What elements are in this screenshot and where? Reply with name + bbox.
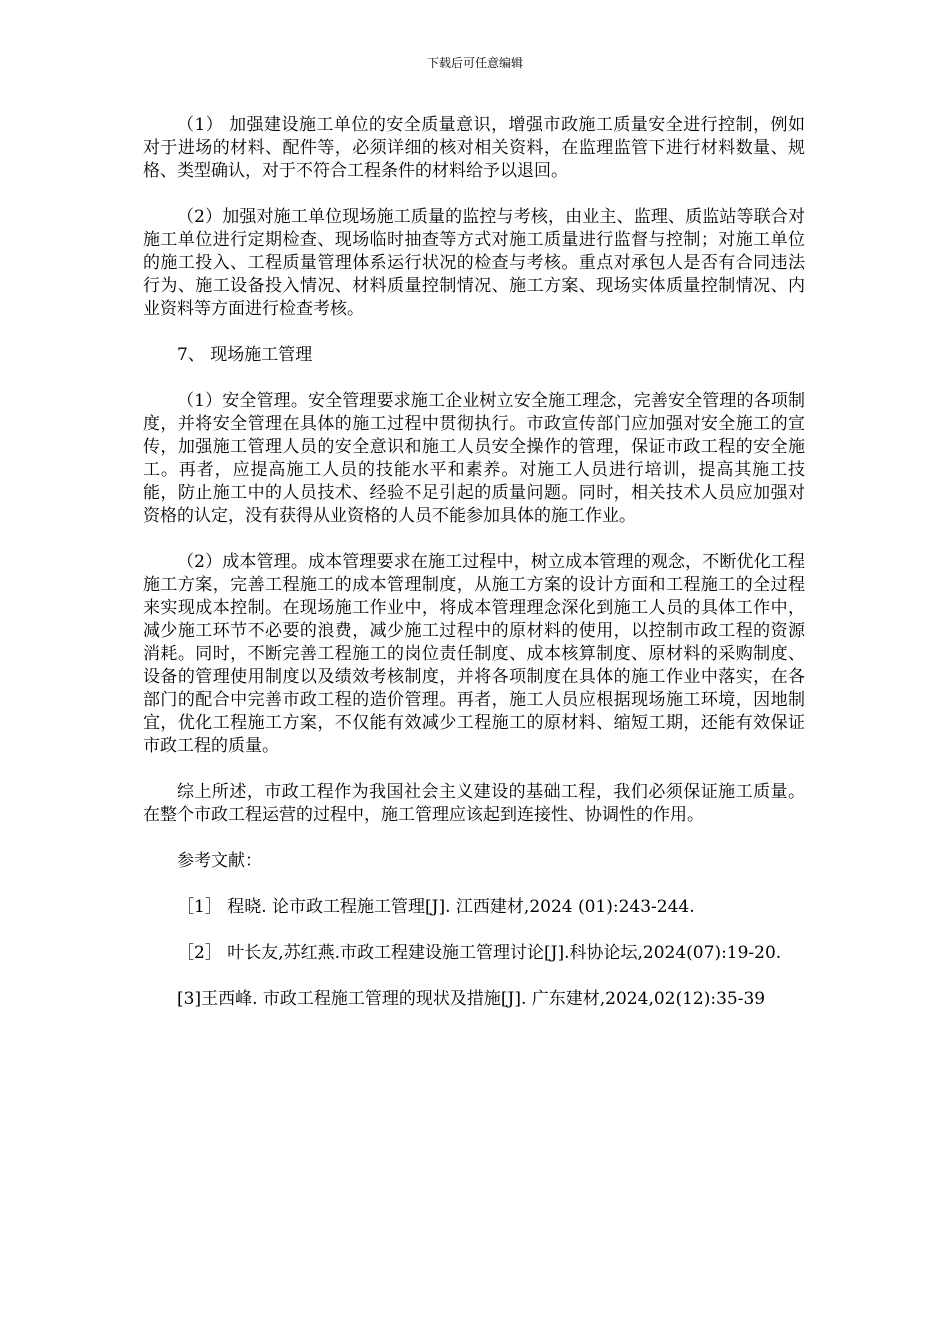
paragraph-safety-management: （1）安全管理。安全管理要求施工企业树立安全施工理念，完善安全管理的各项制度，并将安全管理在具体的施工过程中贯彻执行。市政宣传部门应加强对安全施工的宣传，加强施工管理人员的安全意识和施工人员安全操作的管理，保证市政工程的安全施工。再者，应提高施工人员的技能水平和素养。对施工人员进行培训，提高其施工技能，防止施工中的人员技术、经验不足引起的质量问题。同时，相关技术人员应加强对资格的认定，没有获得从业资格的人员不能参加具体的施工作业。 [143,391,805,526]
references-title: 参考文献： [177,851,262,871]
reference-item-1: ［1］ 程晓. 论市政工程施工管理[J]. 江西建材,2024 (01):243-244. [177,897,695,917]
section-heading-site-management: 7、 现场施工管理 [177,345,313,365]
paragraph-cost-management: （2）成本管理。成本管理要求在施工过程中，树立成本管理的观念，不断优化工程施工方案，完善工程施工的成本管理制度，从施工方案的设计方面和工程施工的全过程来实现成本控制。在现场施工作业中，将成本管理理念深化到施工人员的具体工作中，减少施工环节不必要的浪费，减少施工过程中的原材料的使用，以控制市政工程的资源消耗。同时，不断完善工程施工的岗位责任制度、成本核算制度、原材料的采购制度、设备的管理使用制度以及绩效考核制度，并将各项制度在具体的施工作业中落实，在各部门的配合中完善市政工程的造价管理。再者，施工人员应根据现场施工环境，因地制宜，优化工程施工方案，不仅能有效减少工程施工的原材料、缩短工期，还能有效保证市政工程的质量。 [143,552,805,756]
paragraph-quality-awareness: （1） 加强建设施工单位的安全质量意识，增强市政施工质量安全进行控制，例如对于进场的材料、配件等，必须详细的核对相关资料，在监理监管下进行材料数量、规格、类型确认，对于不符合工程条件的材料给予以退回。 [143,115,805,181]
paragraph-quality-monitoring: （2）加强对施工单位现场施工质量的监控与考核，由业主、监理、质监站等联合对施工单位进行定期检查、现场临时抽查等方式对施工质量进行监督与控制；对施工单位的施工投入、工程质量管理体系运行状况的检查与考核。重点对承包人是否有合同违法行为、施工设备投入情况、材料质量控制情况、施工方案、现场实体质量控制情况、内业资料等方面进行检查考核。 [143,207,805,319]
reference-item-3: [3]王西峰. 市政工程施工管理的现状及措施[J]. 广东建材,2024,02(12):35-39 [177,989,766,1009]
document-body [143,114,805,1034]
paragraph-conclusion: 综上所述，市政工程作为我国社会主义建设的基础工程，我们必须保证施工质量。在整个市政工程运营的过程中，施工管理应该起到连接性、协调性的作用。 [143,782,805,825]
reference-item-2: ［2］ 叶长友,苏红燕.市政工程建设施工管理讨论[J].科协论坛,2024(07):19-20. [177,943,782,963]
page-header-note: 下载后可任意编辑 [426,56,523,70]
